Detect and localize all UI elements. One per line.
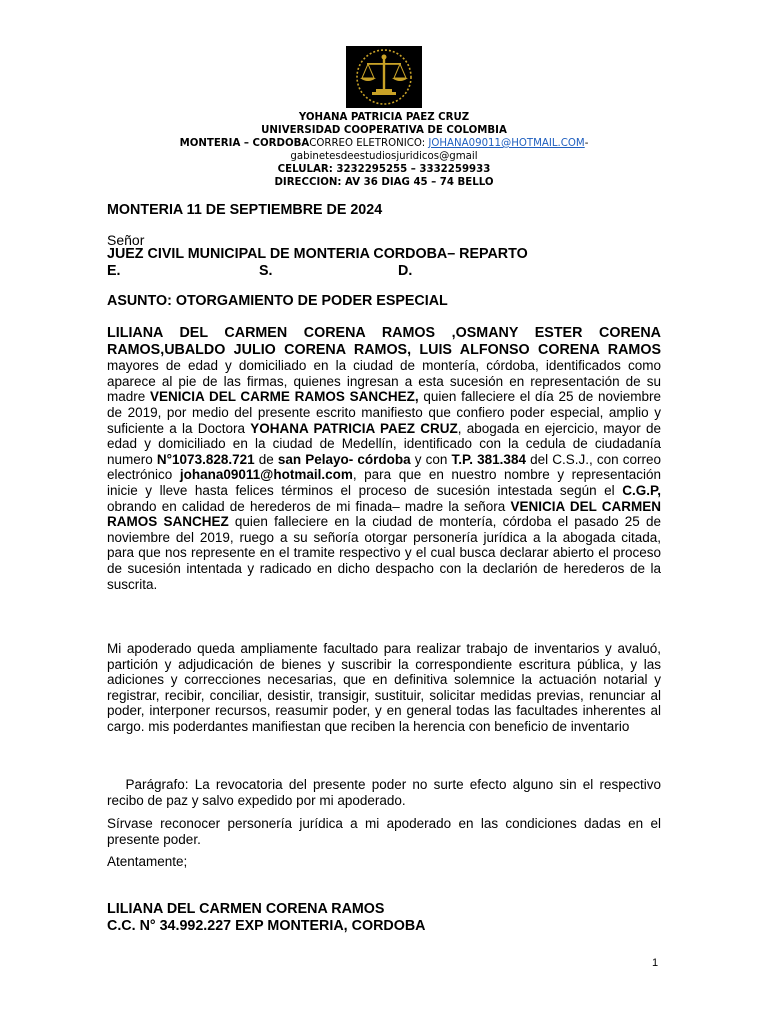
body1-text-5: y con [410, 451, 452, 467]
esd-s: S. [259, 263, 273, 279]
esd-e: E. [107, 263, 121, 279]
header-block [100, 111, 668, 189]
cgp-bold: C.G.P, [622, 482, 661, 498]
body1-text-2: quien falleciere el día 25 de noviembre de 2019, por medio del presente escrito manifiesto que confiero poder especial, amplio y suficiente a la Doctora [107, 389, 661, 436]
body1-text-4: de [254, 451, 278, 467]
signature-name: LILIANA DEL CARMEN CORENA RAMOS [107, 901, 385, 917]
body-paragraph-grant [107, 325, 661, 592]
scales-of-justice-icon [346, 46, 422, 108]
signature-id: C.C. N° 34.992.227 EXP MONTERIA, CORDOBA [107, 918, 426, 934]
closing: Atentamente; [107, 854, 188, 869]
header-address: DIRECCION: AV 36 DIAG 45 – 74 BELLO [274, 177, 494, 188]
esd-line [107, 264, 661, 280]
recipient: JUEZ CIVIL MUNICIPAL DE MONTERIA CORDOBA– REPARTO [107, 246, 528, 262]
header-city: MONTERIA – CORDOBA [179, 138, 310, 149]
body1-text-6: del C.S.J., con correo electrónico [107, 451, 661, 483]
request-paragraph: Sírvase reconocer personería jurídica a mi apoderado en las condiciones dadas en el presente poder. [107, 816, 661, 847]
page-number: 1 [652, 957, 659, 969]
body-paragraph-powers: Mi apoderado queda ampliamente facultado para realizar trabajo de inventarios y avaluó, partición y adjudicación de bienes y suscribir la correspondiente escritura pública, y las adiciones y correcciones necesarias, que en definitiva solemnice la actuación notarial y registrar, recibir, conciliar, desistir, transigir, sustituir, solicitar medidas previas, renunciar al poder, interponer recursos, reasumir poder, y en general todas las facultades inherentes al cargo. mis poderdantes manifiestan que reciben la herencia con beneficio de inventario [107, 641, 661, 734]
esd-d: D. [398, 263, 413, 279]
body1-text-7: , para que en nuestro nombre y representación inicie y lleve hasta felices términos el proceso de sucesión intestada según el [107, 467, 661, 498]
mother-full-name-bold: VENICIA DEL CARMEN RAMOS SANCHEZ [107, 498, 662, 530]
mother-name-bold: VENICIA DEL CARME RAMOS SANCHEZ, [149, 389, 419, 405]
subject-line: ASUNTO: OTORGAMIENTO DE PODER ESPECIAL [107, 293, 448, 309]
grantors-names: LILIANA DEL CARMEN CORENA RAMOS ,OSMANY ESTER CORENA RAMOS,UBALDO JULIO CORENA RAMOS, LUIS ALFONSO CORENA RAMOS [107, 325, 661, 358]
body1-text-9: quien falleciere en la ciudad de montería, córdoba el pasado 25 de noviembre del 2019, ruego a su señoría otorgar personería jurídica a la abogada citada, para que nos represente en el tramite respectivo y el cual busca declarar abierto el proceso de sucesión intentada y radicado en dicho despacho con la declarión de herederos de la suscrita. [107, 514, 661, 592]
header-name: YOHANA PATRICIA PAEZ CRUZ [298, 112, 470, 123]
body1-text-1: mayores de edad y domiciliado en la ciudad de montería, córdoba, identificados como aparece al pie de las firmas, quienes ingresan a esta sucesión en representación de su madre [107, 358, 661, 405]
paragrafo-paragraph: Parágrafo: La revocatoria del presente poder no surte efecto alguno sin el respectivo recibo de paz y salvo expedido por mi apoderado. [107, 777, 665, 808]
header-email-link[interactable]: JOHANA09011@HOTMAIL.COM [428, 138, 585, 149]
header-email-separator: - [584, 138, 589, 149]
header-contact-line [100, 137, 668, 150]
header-email-label: CORREO ELETRONICO: [309, 138, 429, 149]
header-email-secondary: gabinetesdeestudiosjuridicos@gmail [290, 151, 478, 162]
attorney-id-bold: N°1073.828.721 [156, 451, 255, 467]
date-line: MONTERIA 11 DE SEPTIEMBRE DE 2024 [107, 202, 383, 218]
header-phone: CELULAR: 3232295255 – 3332259933 [277, 164, 491, 175]
law-firm-logo [346, 46, 422, 108]
attorney-id-city-bold: san Pelayo- córdoba [277, 451, 411, 467]
body1-text-3: , abogada en ejercicio, mayor de edad y domiciliado en la ciudad de Medellín, identificado con la cedula de ciudadanía numero [107, 420, 662, 467]
body1-text-8: obrando en calidad de herederos de mi finada– madre la señora [107, 498, 511, 514]
attorney-tp-bold: T.P. 381.384 [451, 451, 526, 467]
attorney-name-bold: YOHANA PATRICIA PAEZ CRUZ [250, 420, 458, 436]
header-university: UNIVERSIDAD COOPERATIVA DE COLOMBIA [261, 125, 507, 136]
attorney-email-bold: johana09011@hotmail.com [179, 467, 353, 483]
salutation: Señor [107, 232, 145, 248]
